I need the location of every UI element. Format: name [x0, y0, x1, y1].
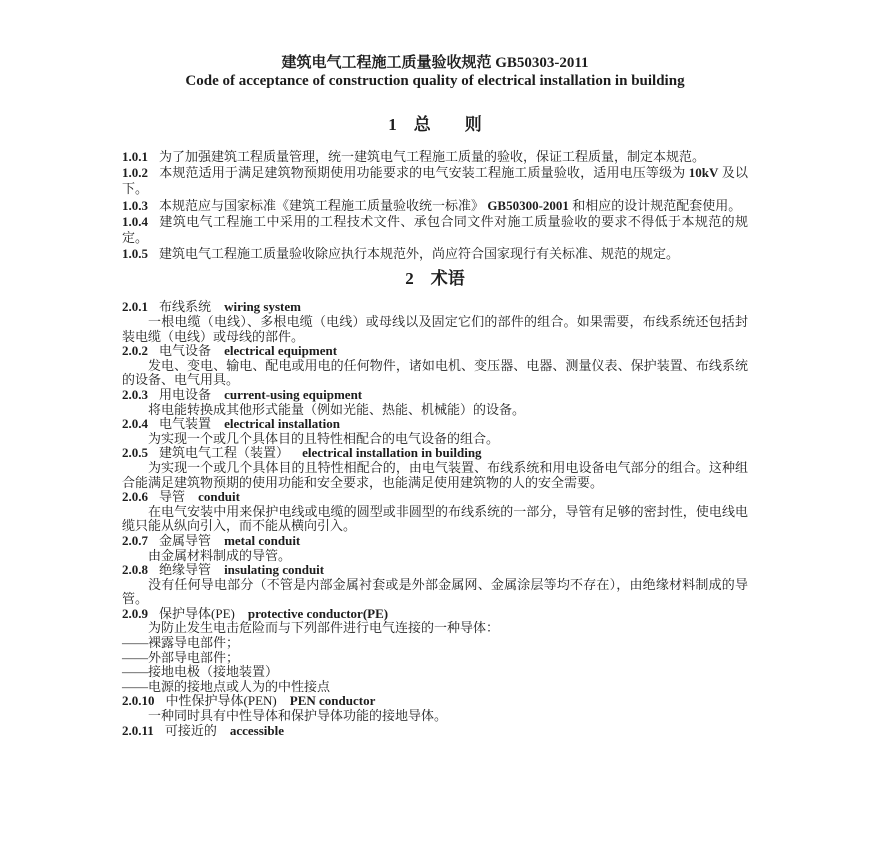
- term-definition: 为实现一个或几个具体目的且特性相配合的，由电气装置、布线系统和用电设备电气部分的组合。这种组合能满足建筑物预期的使用功能和安全要求，也能满足使用建筑物的人的安全需要。: [122, 459, 748, 490]
- term-heading: [122, 694, 748, 709]
- term-number: 2.0.7: [122, 532, 148, 548]
- clause-text: 本规范应与国家标准《建筑工程施工质量验收统一标准》: [159, 197, 485, 213]
- term-chinese: 电气装置: [159, 416, 212, 432]
- term-heading: [122, 534, 748, 549]
- term-chinese: 用电设备: [159, 386, 212, 402]
- term-english: electrical equipment: [224, 343, 338, 359]
- term-2-0-7: [122, 534, 748, 563]
- term-chinese: 金属导管: [159, 532, 212, 548]
- term-heading: [122, 490, 748, 505]
- clause-text: 为了加强建筑工程质量管理，统一建筑电气工程施工质量的验收，保证工程质量，制定本规范。: [159, 149, 706, 164]
- term-list-item: ——电源的接地点或人为的中性接点: [122, 678, 331, 694]
- clause-number: 1.0.2: [122, 165, 148, 181]
- clause-text: 本规范适用于满足建筑物预期使用功能要求的电气安装工程施工质量验收，适用电压等级为: [159, 165, 686, 181]
- term-definition: 发电、变电、输电、配电或用电的任何物件，诸如电机、变压器、电器、测量仪表、保护装置、布线系统的设备、电气用具。: [122, 357, 748, 388]
- term-2-0-6: [122, 490, 748, 534]
- term-definition: 由金属材料制成的导管。: [148, 547, 292, 563]
- standard-code: GB50300-2001: [487, 197, 569, 213]
- term-2-0-3: [122, 388, 748, 417]
- clause-1-0-5: [122, 246, 748, 262]
- term-heading: [122, 563, 748, 578]
- term-definition: 一根电缆（电线）、多根电缆（电线）或母线以及固定它们的部件的组合。如果需要，布线系统还包括封装电缆（电线）或母线的部件。: [122, 314, 748, 344]
- clause-text: 建筑电气工程施工中采用的工程技术文件、承包合同文件对施工质量验收的要求不得低于本规范的规定。: [122, 213, 748, 246]
- term-english: PEN conductor: [289, 693, 376, 709]
- term-number: 2.0.1: [122, 299, 148, 315]
- term-chinese: 导管: [159, 489, 186, 505]
- term-definition: 一种同时具有中性导体和保护导体功能的接地导体。: [148, 708, 448, 724]
- term-english: conduit: [198, 489, 240, 505]
- term-number: 2.0.8: [122, 562, 148, 578]
- term-list-item: ——接地电极（接地装置）: [122, 664, 279, 680]
- term-number: 2.0.2: [122, 343, 148, 359]
- term-heading: [122, 724, 748, 739]
- clause-1-0-4: [122, 214, 748, 246]
- clause-text: 和相应的设计规范配套使用。: [572, 197, 742, 213]
- term-list-item: ——外部导电部件；: [122, 649, 240, 665]
- term-chinese: 建筑电气工程（装置）: [159, 445, 290, 461]
- term-chinese: 可接近的: [164, 722, 217, 738]
- term-definition: 在电气安装中用来保护电线或电缆的圆型或非圆型的布线系统的一部分，导管有足够的密封性，使电线电缆只能从纵向引入，而不能从横向引入。: [122, 503, 748, 534]
- term-number: 2.0.9: [122, 605, 148, 621]
- section-1-heading: 1 总 则: [388, 115, 482, 134]
- term-heading: [122, 344, 748, 359]
- clause-number: 1.0.1: [122, 149, 148, 164]
- clause-text: 建筑电气工程施工质量验收除应执行本规范外，尚应符合国家现行有关标准、规范的规定。: [159, 246, 680, 262]
- section-2-heading: 2 术语: [405, 269, 465, 289]
- term-chinese: 电气设备: [159, 343, 212, 359]
- term-definition: 将电能转换成其他形式能量（例如光能、热能、机械能）的设备。: [148, 401, 526, 417]
- clause-1-0-2: [122, 165, 748, 197]
- term-english: current-using equipment: [224, 386, 363, 402]
- clause-1-0-1: [122, 149, 748, 165]
- term-definition: 为实现一个或几个具体目的且特性相配合的电气设备的组合。: [148, 430, 500, 446]
- term-chinese: 保护导体(PE): [159, 605, 235, 621]
- term-chinese: 布线系统: [159, 299, 212, 315]
- term-heading: [122, 300, 748, 315]
- term-2-0-11: [122, 724, 748, 739]
- term-heading: [122, 446, 748, 461]
- term-list-item: ——裸露导电部件；: [122, 635, 240, 651]
- term-english: accessible: [229, 722, 285, 738]
- term-2-0-4: [122, 417, 748, 446]
- term-english: electrical installation: [224, 416, 340, 432]
- term-number: 2.0.11: [122, 722, 154, 738]
- term-2-0-2: [122, 344, 748, 388]
- section-general-provisions: [122, 114, 748, 262]
- term-number: 2.0.6: [122, 489, 148, 505]
- term-heading: [122, 417, 748, 432]
- term-english: electrical installation in building: [302, 445, 482, 461]
- term-english: insulating conduit: [224, 562, 325, 578]
- term-heading: [122, 388, 748, 403]
- term-number: 2.0.5: [122, 445, 148, 461]
- term-heading: [122, 607, 748, 622]
- term-definition: 为防止发生电击危险而与下列部件进行电气连接的一种导体：: [148, 620, 500, 636]
- clause-1-0-3: [122, 198, 748, 214]
- term-number: 2.0.10: [122, 693, 155, 709]
- clause-number: 1.0.4: [122, 213, 148, 229]
- term-english: metal conduit: [224, 532, 301, 548]
- term-english: protective conductor(PE): [247, 605, 389, 621]
- clause-number: 1.0.5: [122, 246, 148, 262]
- clause-number: 1.0.3: [122, 197, 148, 213]
- clause-text: 及以下。: [122, 165, 748, 197]
- term-number: 2.0.3: [122, 386, 148, 402]
- term-chinese: 绝缘导管: [159, 562, 212, 578]
- term-number: 2.0.4: [122, 416, 148, 432]
- term-2-0-1: [122, 300, 748, 344]
- voltage-value: 10kV: [688, 165, 719, 181]
- term-2-0-10: [122, 694, 748, 723]
- term-2-0-5: [122, 446, 748, 490]
- document-title-english: Code of acceptance of construction quality of electrical installation in building: [185, 73, 685, 89]
- document-title-chinese: 建筑电气工程施工质量验收规范 GB50303-2011: [281, 55, 589, 71]
- section-terms: [122, 268, 748, 738]
- term-2-0-8: [122, 563, 748, 607]
- term-definition: 没有任何导电部分（不管是内部金属衬套或是外部金属网、金属涂层等均不存在），由绝缘材料制成的导管。: [122, 576, 748, 607]
- term-chinese: 中性保护导体(PEN): [165, 693, 277, 709]
- term-english: wiring system: [224, 299, 301, 315]
- term-2-0-9: [122, 607, 748, 695]
